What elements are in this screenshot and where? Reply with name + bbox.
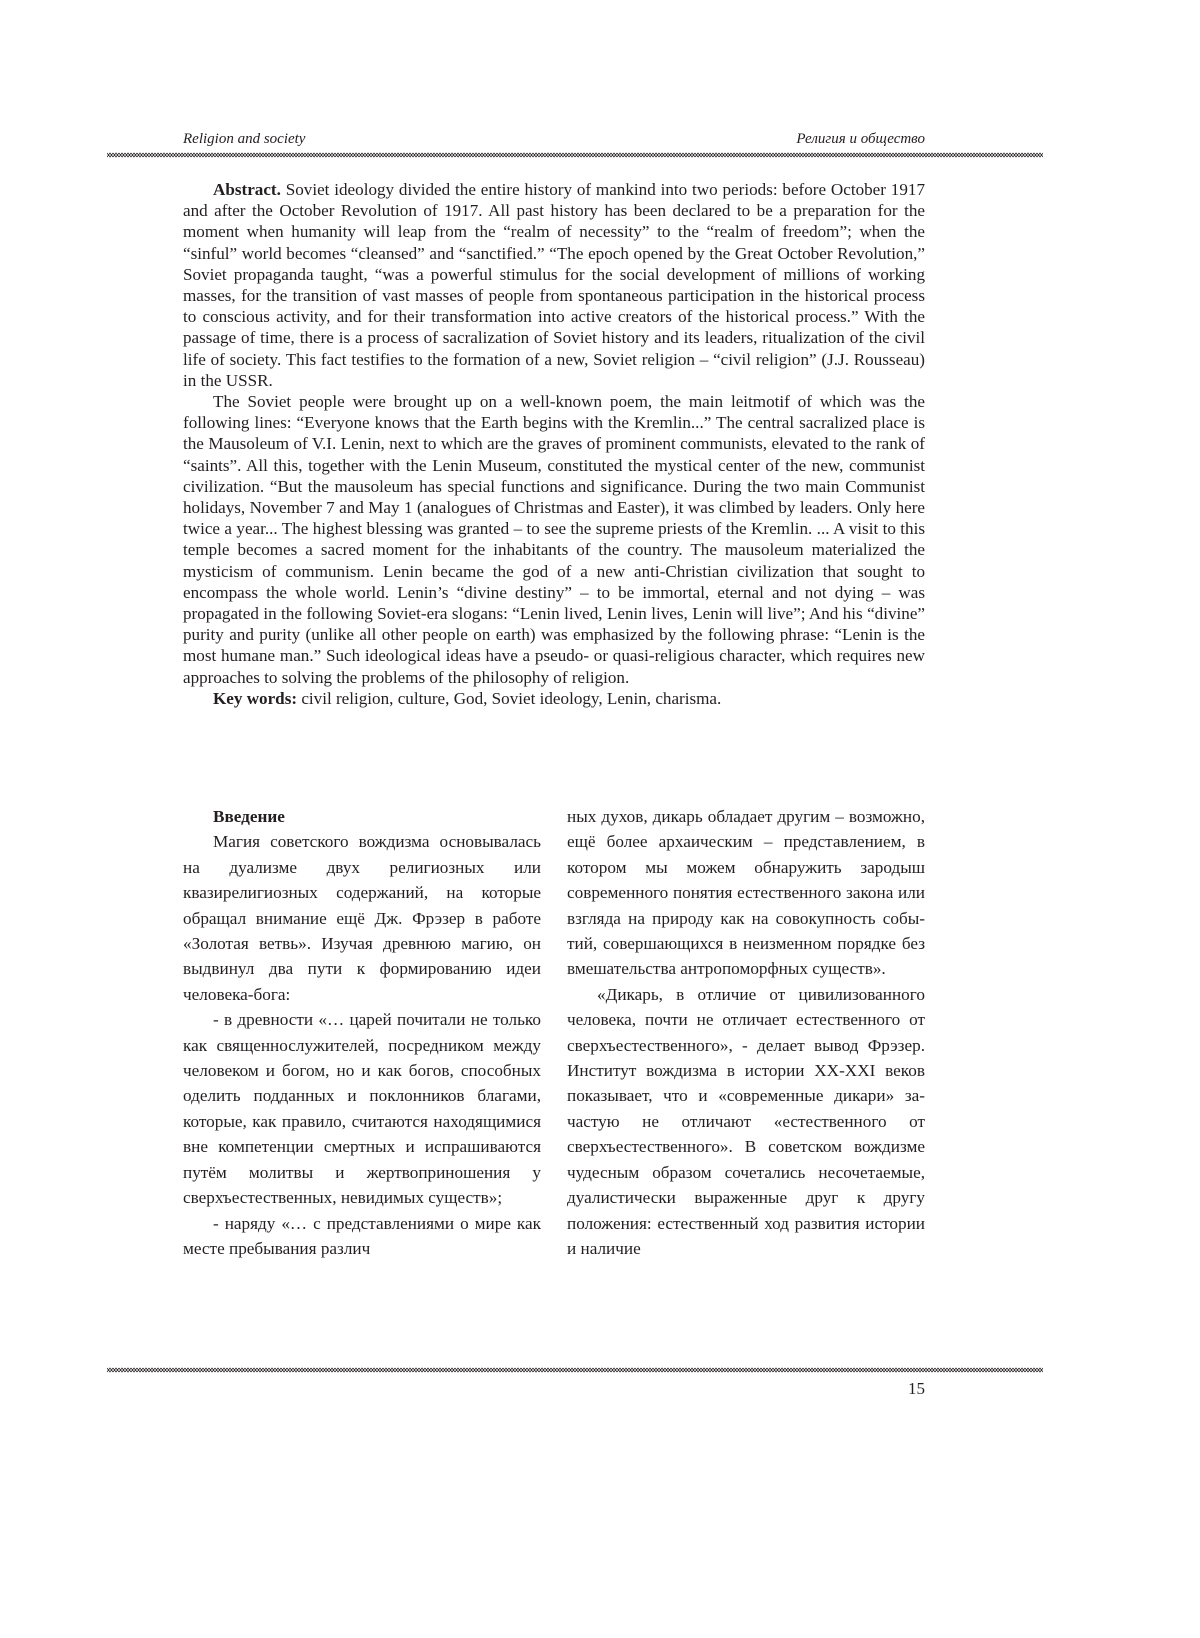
abstract-label: Abstract. (213, 180, 281, 199)
body-paragraph: Магия советского вождизма основывалась на дуализме двух религиозных или квазирелигиозных содержаний, на которые обращал внимание ещё Дж. Фрэзер в работе «Золотая ветвь». Изучая древнюю магию, он выдвинул два пути к формированию идеи человека-бога: (183, 832, 541, 1004)
abstract-text-1: Soviet ideology divided the entire history of mankind into two periods: before October 1917 and after the October Revolution of 1917. All past history has been declared to be a preparation for the moment when humanity will leap from the “realm of necessity” to the “realm of freedom”; when the “sinful” world becomes “cleansed” and “sanctified.” “The epoch opened by the Great October Revolution,” Soviet propaganda taught, “was a powerful stimulus for the social development of millions of working masses, for the transition of vast masses of people from spontaneous participation in the historical process to conscious activity, and for their transformation into active creators of the historical process.” With the passage of time, there is a process of sacralization of Soviet history and its leaders, ritualization of the civil life of society. This fact testifies to the formation of a new, Soviet religion – “civil religion” (J.J. Rousseau) in the USSR. (183, 180, 925, 390)
running-head-right: Религия и общество (796, 131, 925, 147)
keywords (183, 688, 925, 709)
abstract-paragraph-1 (183, 179, 925, 391)
keywords-text: civil religion, culture, God, Soviet ideology, Lenin, charisma. (297, 688, 722, 708)
body-paragraph: - в древности «… царей почитали не только как священнослужителей, посредником между человеком и богом, но и как богов, способных оделить подданных и поклонников благами, которые, как правило, считаются находящимися вне компетенции смертных и испрашиваются путём молитвы и жертвоприношения у сверхъестественных, невидимых существ»; (183, 1010, 541, 1208)
top-ornament-divider (107, 151, 1043, 159)
body-paragraph: - наряду «… с представлениями о мире как месте пребывания различ (183, 1213, 541, 1258)
right-column (567, 804, 925, 1261)
section-heading: Введение (213, 807, 285, 826)
abstract-paragraph-2: The Soviet people were brought up on a well-known poem, the main leitmotif of which was the following lines: “Everyone knows that the Earth begins with the Kremlin...” The central sacralized place is the Mausoleum of V.I. Lenin, next to which are the graves of prominent communists, elevated to the rank of “saints”. All this, together with the Lenin Museum, constituted the mystical center of the new, communist civilization. “But the mausoleum has special functions and significance. During the two main Communist holidays, November 7 and May 1 (analogues of Christmas and Easter), it was climbed by leaders. Only here twice a year... The highest blessing was granted – to see the supreme priests of the Kremlin. ... A visit to this temple becomes a sacred moment for the inhabitants of the country. The mausoleum materialized the mysticism of communism. Lenin became the god of a new anti-Christian civilization that sought to encompass the whole world. Lenin’s “divine destiny” – to be immortal, eternal and not dying – was propagated in the following Soviet-era slogans: “Lenin lived, Lenin lives, Lenin will live”; And his “divine” purity and purity (unlike all other people on earth) was emphasized by the following phrase: “Lenin is the most humane man.” Such ideological ideas have a pseudo- or quasi-religious character, which requires new approaches to solving the problems of the philosophy of religion. (183, 392, 925, 687)
bottom-ornament-divider (107, 1366, 1043, 1374)
body-columns (183, 804, 925, 1344)
running-head-left: Religion and society (183, 131, 306, 147)
keywords-label: Key words: (213, 688, 298, 708)
left-column (183, 804, 541, 1261)
running-head (183, 131, 925, 151)
page-number: 15 (908, 1379, 925, 1398)
body-paragraph: «Дикарь, в отличие от цивилизованного человека, почти не отличает естественного от сверхъестественного», - делает вывод Фрэзер. Институт вождизма в истории XX-XXI веков показывает, что и «современные дикари» зачастую не отличают «естественного от сверхъестественного». В советском вождизме чудесным образом сочетались несочетаемые, дуалистически выраженные друг к другу положения: естественный ход развития истории и наличие (567, 984, 925, 1258)
body-paragraph: ных духов, дикарь обладает другим – возможно, ещё более архаическим – представлением, в котором мы можем обнаружить зародыш современного понятия естественного закона или взгляда на природу как на совокупность событий, совершающихся в неизменном порядке без вмешательства антропоморфных существ». (567, 807, 925, 979)
abstract-section (183, 179, 925, 709)
